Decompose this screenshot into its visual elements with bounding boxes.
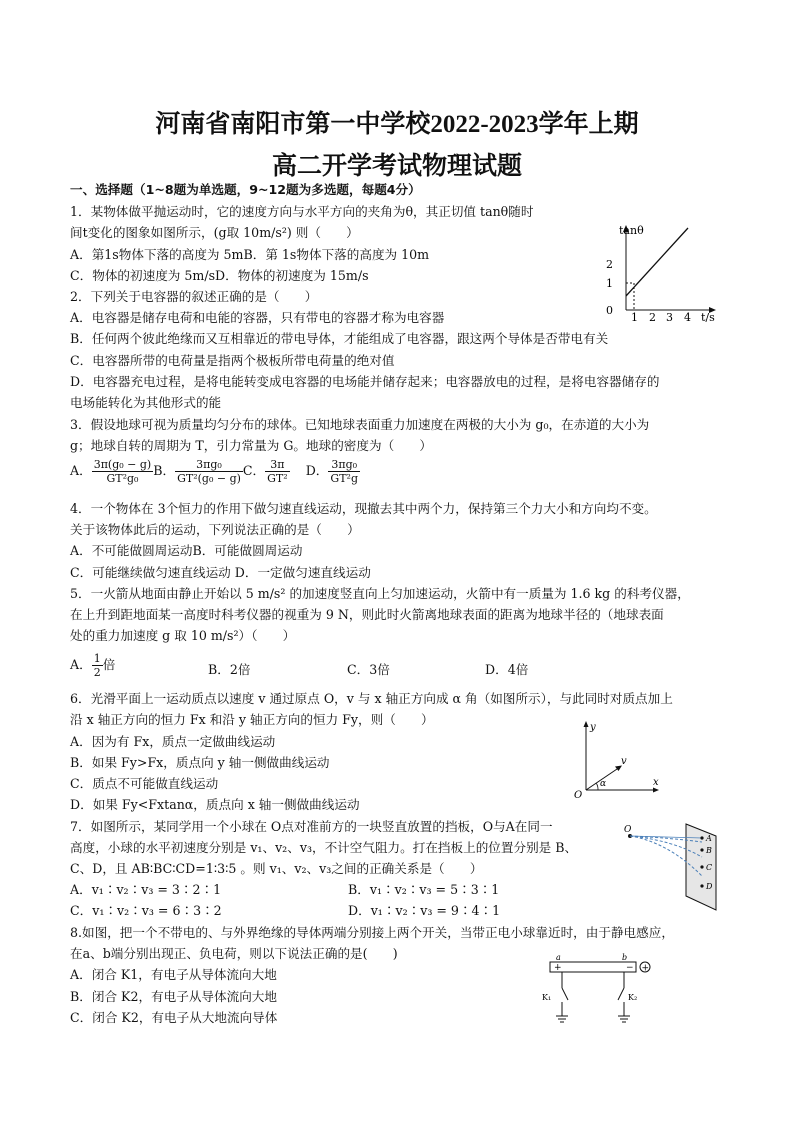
x-tick-3: 3 <box>666 311 673 322</box>
label-a: a <box>556 953 561 962</box>
q6-option-b: B．如果 Fy>Fx，质点向 y 轴一侧做曲线运动 <box>70 755 330 770</box>
v-label: v <box>621 756 627 767</box>
angle-arc <box>597 784 599 791</box>
q2-option-b: B．任何两个彼此绝缘而又互相靠近的带电导体，才能组成了电容器，跟这两个导体是否带电有关 <box>70 331 609 346</box>
y-tick-1: 1 <box>606 277 613 290</box>
y-arrow-icon <box>584 721 589 727</box>
end-b-minus: − <box>626 963 634 973</box>
q6-stem-line2: 沿 x 轴正方向的恒力 Fx 和沿 y 轴正方向的恒力 Fy，则（ ） <box>70 712 434 727</box>
x-label: x <box>653 777 659 788</box>
q3-option-c-label: C． <box>242 463 266 478</box>
point-d <box>700 884 703 887</box>
q5-a-unit: 倍 <box>102 657 116 672</box>
y-label: y <box>590 722 596 733</box>
q3-d-denominator: GT²g <box>330 472 358 485</box>
end-a-plus: + <box>554 963 562 973</box>
q3-options <box>70 458 360 485</box>
label-o: O <box>624 825 632 835</box>
q2-option-d-line2: 电场能转化为其他形式的能 <box>70 395 222 410</box>
q2-option-c: C．电容器所带的电荷量是指两个极板所带电荷量的绝对值 <box>70 353 395 368</box>
q5-option-c: C．3倍 <box>347 662 390 677</box>
q3-option-b-formula <box>175 458 243 485</box>
point-a <box>700 836 703 839</box>
q1-stem-line2: 间t变化的图象如图所示，(g取 10m/s²) 则（ ） <box>70 225 359 240</box>
q7-board-figure <box>622 820 726 912</box>
q7-stem-line1: 7．如图所示，某同学用一个小球在 O点对准前方的一块竖直放置的挡板，O与A在同一 <box>70 819 553 834</box>
x-tick-2: 2 <box>649 311 656 322</box>
q1-graph <box>598 222 726 322</box>
q4-option-cd: C．可能继续做匀速直线运动 D．一定做匀速直线运动 <box>70 565 371 580</box>
q8-option-b: B．闭合 K2，有电子从导体流向大地 <box>70 989 277 1004</box>
x-label: t/s <box>701 311 715 322</box>
q8-conductor-figure <box>530 952 658 1030</box>
q3-stem-line1: 3．假设地球可视为质量均匀分布的球体。已知地球表面重力加速度在两极的大小为 g₀，在赤道的大小为 <box>70 417 650 432</box>
q3-option-a-formula <box>92 458 154 485</box>
q3-stem-line2: g；地球自转的周期为 T，引力常量为 G。地球的密度为（ ） <box>70 438 432 453</box>
section-heading: 一、选择题（1~8题为单选题，9~12题为多选题，每题4分） <box>70 182 421 197</box>
q5-option-a <box>70 652 115 679</box>
label-k1: K₁ <box>542 993 552 1002</box>
switch-k1[interactable] <box>562 988 568 1000</box>
conductor-bar <box>550 962 636 972</box>
label-d: D <box>706 882 713 891</box>
q5-a-fraction <box>92 652 103 679</box>
q5-a-label: A． <box>70 657 92 672</box>
q6-stem-line1: 6．光滑平面上一运动质点以速度 v 通过原点 O，v 与 x 轴正方向成 α 角（如图所示），与此同时对质点加上 <box>70 691 673 706</box>
q3-option-a-label: A． <box>70 463 92 478</box>
q2-stem: 2．下列关于电容器的叙述正确的是（ ） <box>70 289 318 304</box>
q3-d-numerator: 3πg₀ <box>328 458 360 472</box>
q1-option-cd: C．物体的初速度为 5m/sD．物体的初速度为 15m/s <box>70 268 369 283</box>
ball-plus: + <box>641 963 650 974</box>
q1-stem-line1: 1．某物体做平抛运动时，它的速度方向与水平方向的夹角为θ，其正切值 tanθ随时 <box>70 204 534 219</box>
label-b: b <box>622 953 628 962</box>
q8-option-c: C．闭合 K2，有电子从大地流向导体 <box>70 1010 278 1025</box>
exam-subtitle: 高二开学考试物理试题 <box>271 153 522 180</box>
switch-k2[interactable] <box>618 988 624 1000</box>
q6-axes-figure <box>570 718 662 800</box>
q4-stem-line1: 4．一个物体在 3个恒力的作用下做匀速直线运动，现撤去其中两个力，保持第三个力大小和方向均不变。 <box>70 501 657 516</box>
q2-option-d-line1: D．电容器充电过程，是将电能转变成电容器的电场能并储存起来；电容器放电的过程，是将电容器储存的 <box>70 374 660 389</box>
q7-stem-line2: 高度，小球的水平初速度分别是 v₁、v₂、v₃，不计空气阻力。打在挡板上的位置分别是 B、 <box>70 840 578 855</box>
q5-option-b: B．2倍 <box>208 662 251 677</box>
y-label: tanθ <box>619 224 644 237</box>
label-b: B <box>706 846 712 855</box>
q7-stem-line3: C、D，且 AB∶BC∶CD=1∶3∶5 。则 v₁、v₂、v₃之间的正确关系是（ ） <box>70 861 483 876</box>
x-tick-4: 4 <box>684 311 691 322</box>
q6-option-d: D．如果 Fy<Fxtanα，质点向 x 轴一侧做曲线运动 <box>70 797 360 812</box>
q6-option-a: A．因为有 Fx，质点一定做曲线运动 <box>70 734 276 749</box>
q5-stem-line1: 5．一火箭从地面由静止开始以 5 m/s² 的加速度竖直向上匀加速运动，火箭中有一质量为 1.6 kg 的科考仪器， <box>70 586 690 601</box>
y-tick-2: 2 <box>606 258 613 271</box>
q8-stem-line2: 在a、b端分别出现正、负电荷，则以下说法正确的是( ) <box>70 946 398 961</box>
q3-option-c-formula <box>265 458 290 485</box>
q8-option-a: A．闭合 K1，有电子从导体流向大地 <box>70 967 277 982</box>
exam-title: 河南省南阳市第一中学校2022-2023学年上期 <box>155 111 639 138</box>
label-k2: K₂ <box>628 993 638 1002</box>
q3-c-numerator: 3π <box>265 458 290 472</box>
q3-b-denominator: GT²(g₀ − g) <box>177 472 241 485</box>
q5-a-numerator: 1 <box>93 652 101 665</box>
q6-option-c: C．质点不可能做直线运动 <box>70 776 219 791</box>
q3-a-numerator: 3π(g₀ − g) <box>93 458 152 471</box>
q7-option-c: C．v₁∶v₂∶v₃ = 6∶3∶2 <box>70 903 222 918</box>
x-tick-1: 1 <box>631 311 638 322</box>
origin-label: 0 <box>606 304 613 317</box>
q7-option-b: B．v₁∶v₂∶v₃ = 5∶3∶1 <box>348 882 500 897</box>
q5-stem-line2: 在上升到距地面某一高度时科考仪器的视重为 9 N，则此时火箭离地球表面的距离为地球半径的（地球表面 <box>70 607 664 622</box>
alpha-label: α <box>600 779 607 789</box>
label-c: C <box>706 863 713 872</box>
q3-option-d-formula <box>328 458 360 485</box>
q8-stem-line1: 8.如图，把一个不带电的、与外界绝缘的导体两端分别接上两个开关，当带正电小球靠近时，由于静电感应， <box>70 925 674 940</box>
point-c <box>700 865 703 868</box>
q5-a-denominator: 2 <box>93 666 101 679</box>
q2-option-a: A．电容器是储存电荷和电能的容器，只有带电的容器才称为电容器 <box>70 310 445 325</box>
q4-option-ab: A．不可能做圆周运动B．可能做圆周运动 <box>70 543 303 558</box>
q3-b-numerator: 3πg₀ <box>175 458 243 472</box>
q1-option-ab: A．第1s物体下落的高度为 5mB．第 1s物体下落的高度为 10m <box>70 247 430 262</box>
q3-c-denominator: GT² <box>267 472 288 485</box>
label-a: A <box>706 834 712 843</box>
q4-stem-line2: 关于该物体此后的运动，下列说法正确的是（ ） <box>70 522 360 537</box>
graph-line <box>626 228 688 296</box>
q3-a-denominator: GT²g₀ <box>106 472 139 485</box>
q5-stem-line3: 处的重力加速度 g 取 10 m/s²）（ ） <box>70 628 296 643</box>
q3-option-d-label: D． <box>305 463 329 478</box>
q3-option-b-label: B． <box>153 463 176 478</box>
x-arrow-icon <box>653 788 659 793</box>
point-b <box>700 848 703 851</box>
q5-option-d: D．4倍 <box>485 662 529 677</box>
origin-label: O <box>574 790 583 800</box>
q7-option-a: A．v₁∶v₂∶v₃ = 3∶2∶1 <box>70 882 222 897</box>
q7-option-d: D．v₁∶v₂∶v₃ = 9∶4∶1 <box>348 903 501 918</box>
